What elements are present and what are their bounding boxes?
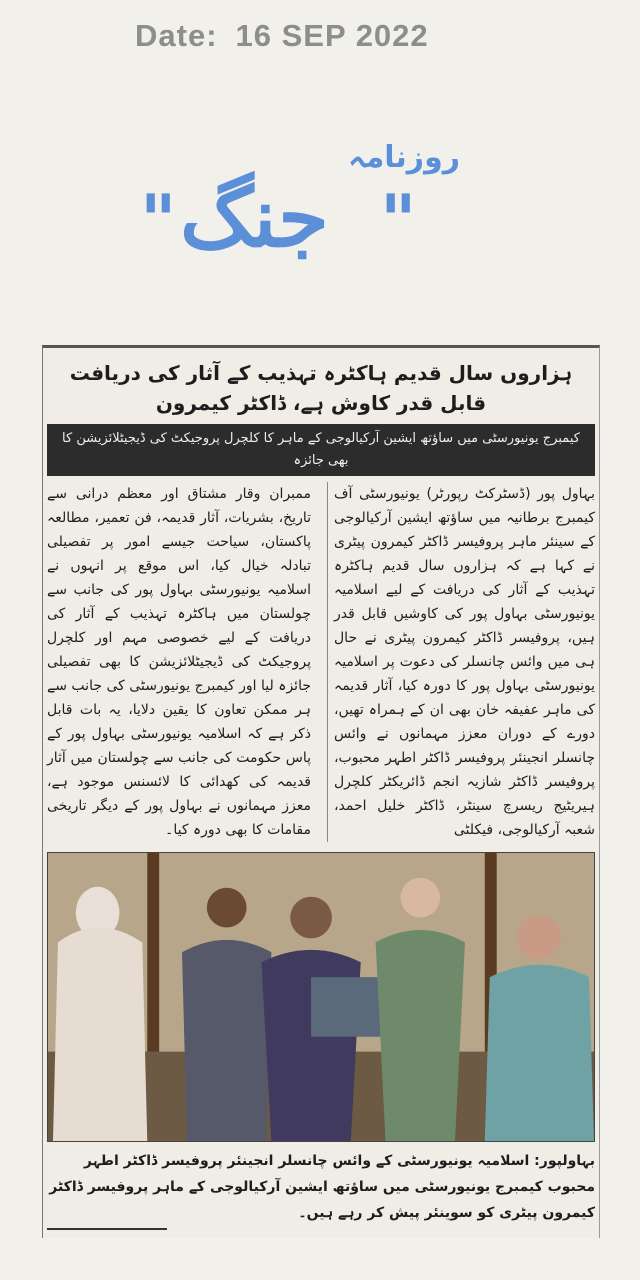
- article-column-left: [47, 482, 315, 842]
- column-left-text: ممبران وقار مشتاق اور معظم درانی سے تاریخ، بشریات، آثار قدیمہ، فن تعمیر، مطالعہ پاکستان، سیاحت جیسے امور پر تفصیلی تبادلہ خیال کیا، اس موقع پر انہوں نے اسلامیہ یونیورسٹی بہاول پور کی جانب سے چولستان میں ہاکٹرہ تہذیب کے آثار کی دریافت کے لیے خصوصی مہم اور کلچرل پروجیکٹ کی ڈیجیٹلائزیشن کا بھی تفصیلی جائزہ لیا اور کیمبرج یونیورسٹی کی جانب سے ہر ممکن تعاون کا یقین دلایا، یہ بات قابل ذکر ہے کہ اسلامیہ یونیورسٹی بہاول پور کے پاس حکومت کی جانب سے چولستان میں آثار قدیمہ کی کھدائی کا لائسنس موجود ہے، معزز مہمانوں نے بہاول پور کے دیگر تاریخی مقامات کا بھی دورہ کیا۔: [47, 486, 311, 838]
- newspaper-masthead: [140, 140, 470, 290]
- article-column-right: [327, 482, 595, 842]
- masthead-name: جنگ: [180, 170, 329, 266]
- masthead-quote-close: ": [380, 180, 417, 262]
- headline: ہزاروں سال قدیم ہاکٹرہ تہذیب کے آثار کی دریافت قابل قدر کاوش ہے، ڈاکٹر کیمرون: [69, 361, 573, 415]
- column-right-text: بہاول پور (ڈسٹرکٹ رپورٹر) یونیورسٹی آف کیمبرج برطانیہ میں ساؤتھ ایشین آرکیالوجی کے سینئر ماہر پروفیسر ڈاکٹر کیمرون پیٹری نے کہا ہے کہ ہزاروں سال قدیم ہاکٹرہ تہذیب کے آثار کی دریافت کے لیے اسلامیہ یونیورسٹی بہاول پور کی کاوشیں قابل قدر ہیں، پروفیسر ڈاکٹر کیمرون پیٹری نے حال ہی میں وائس چانسلر کی دعوت پر اسلامیہ یونیورسٹی بہاول پور کا دورہ کیا، آثار قدیمہ کی ماہر عفیفہ خان بھی ان کے ہمراہ تھیں، دورے کے دوران معزز مہمانوں نے وائس چانسلر انجینئر پروفیسر ڈاکٹر اطہر محبوب، پروفیسر ڈاکٹر شازیہ انجم ڈائریکٹر کلچرل ہیریٹیج ریسرچ سینٹر، ڈاکٹر خلیل احمد، شعبہ آرکیالوجی، فیکلٹی: [334, 486, 595, 838]
- masthead-prefix: روزنامہ: [348, 140, 460, 175]
- news-clipping: [42, 345, 600, 1238]
- date-stamp: [135, 18, 429, 54]
- article-columns: [47, 482, 595, 842]
- news-photo: [47, 852, 595, 1142]
- date-value: 16 SEP 2022: [235, 18, 429, 53]
- photo-illustration: [48, 853, 594, 1141]
- subheadline: کیمبرج یونیورسٹی میں ساؤتھ ایشین آرکیالوجی کے ماہر کا کلچرل پروجیکٹ کی ڈیجیٹلائزیشن کا بھی جائزہ: [47, 424, 595, 476]
- photo-caption: بہاولپور: اسلامیہ یونیورسٹی کے وائس چانسلر انجینئر پروفیسر ڈاکٹر اطہر محبوب کیمبرج یونیورسٹی میں ساؤتھ ایشین آرکیالوجی کے ماہر پروفیسر ڈاکٹر کیمرون پیٹری کو سوینئر پیش کر رہے ہیں۔: [49, 1153, 595, 1221]
- masthead-quote-open: ": [140, 180, 177, 262]
- date-label: Date:: [135, 18, 218, 53]
- caption-rule: [47, 1228, 167, 1230]
